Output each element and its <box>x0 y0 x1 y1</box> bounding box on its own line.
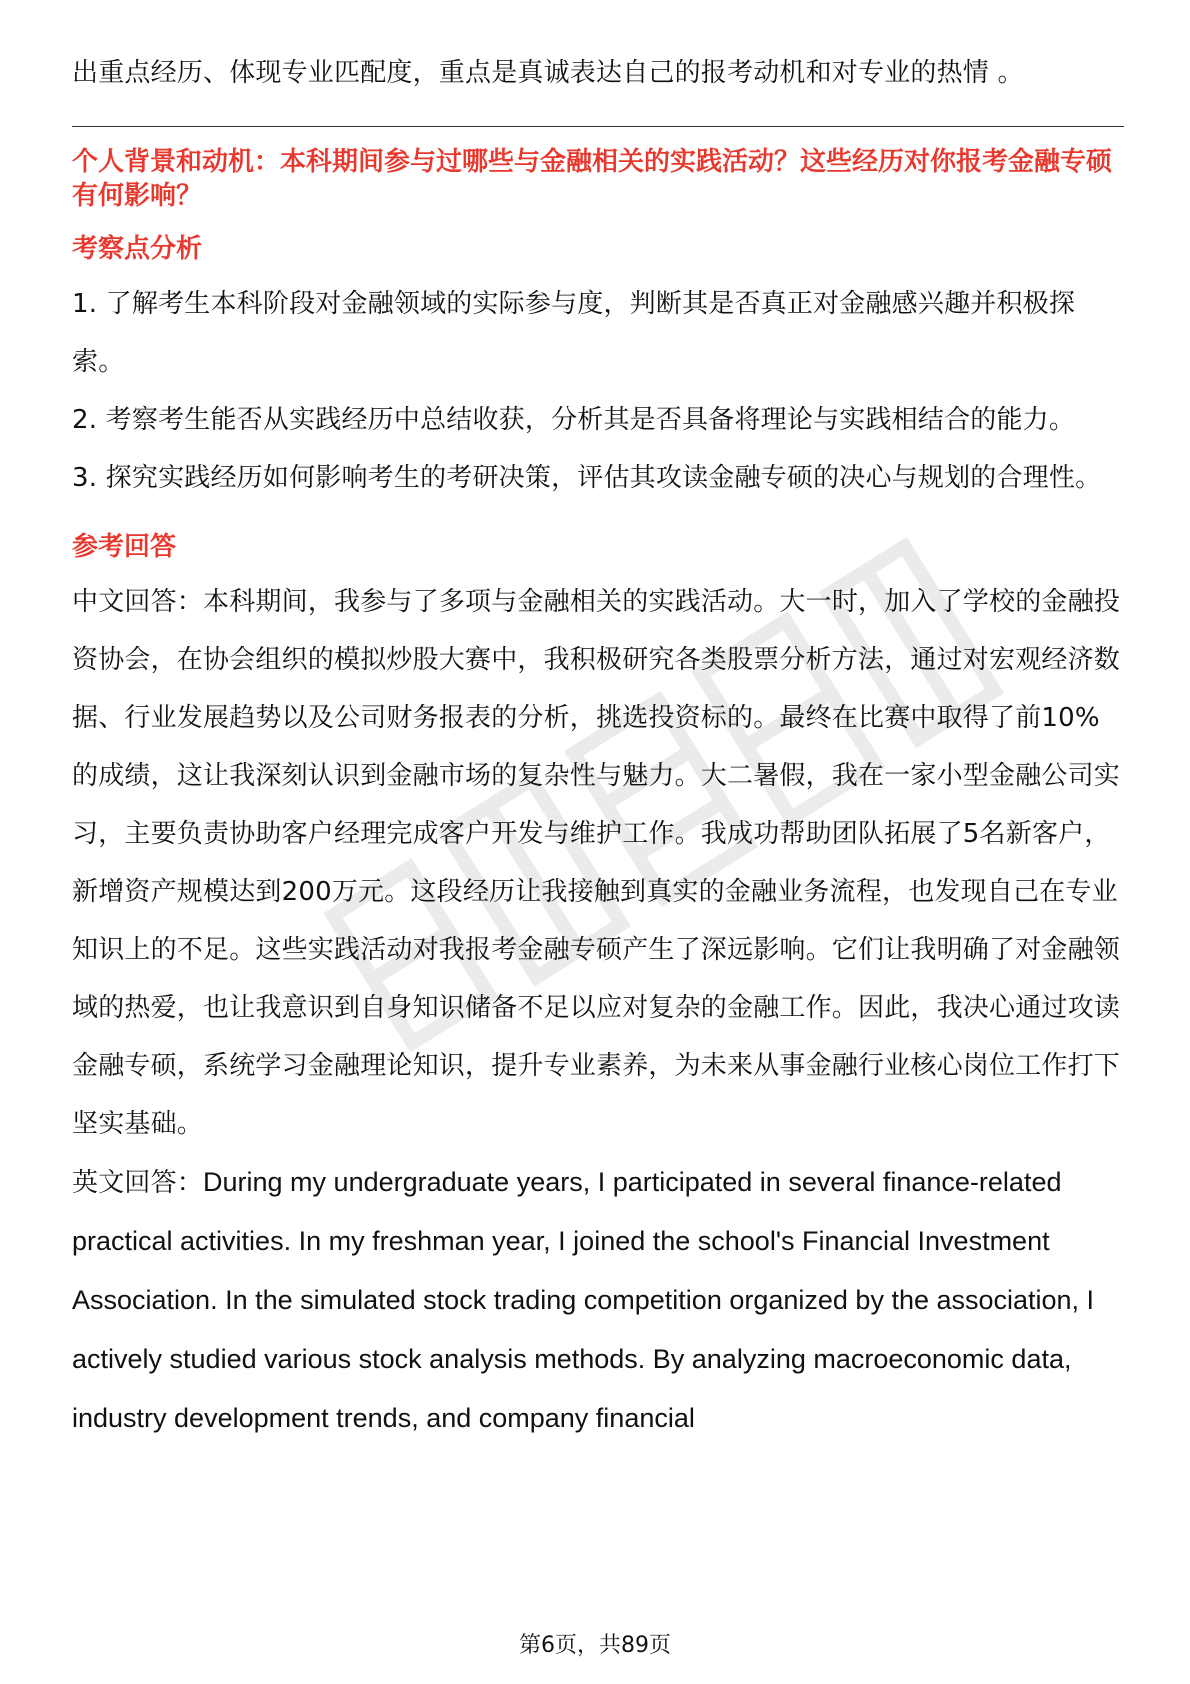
page-content <box>72 44 1124 1448</box>
chinese-answer <box>72 573 1124 1153</box>
page-number-footer: 第6页，共89页 <box>519 1633 671 1658</box>
reference-heading: 参考回答 <box>72 532 177 562</box>
english-answer-label: 英文回答： <box>72 1168 204 1198</box>
english-answer-text: During my undergraduate years, I participated in several finance-related practical activities. In my freshman year, I joined the school's Financial Investment Association. In the simulated stock trading competition organized by the association, I actively studied various stock analysis methods. By analyzing macroeconomic data, industry development trends, and company financial <box>72 1167 1095 1433</box>
analysis-heading: 考察点分析 <box>72 234 203 264</box>
chinese-answer-label: 中文回答： <box>72 587 204 617</box>
intro-line: 出重点经历、体现专业匹配度，重点是真诚表达自己的报考动机和对专业的热情 。 <box>72 58 1024 88</box>
chinese-answer-text: 本科期间，我参与了多项与金融相关的实践活动。大一时，加入了学校的金融投资协会，在协会组织的模拟炒股大赛中，我积极研究各类股票分析方法，通过对宏观经济数据、行业发展趋势以及公司财务报表的分析，挑选投资标的。最终在比赛中取得了前10%的成绩，这让我深刻认识到金融市场的复杂性与魅力。大二暑假，我在一家小型金融公司实习，主要负责协助客户经理完成客户开发与维护工作。我成功帮助团队拓展了5名新客户，新增资产规模达到200万元。这段经历让我接触到真实的金融业务流程，也发现自己在专业知识上的不足。这些实践活动对我报考金融专硕产生了深远影响。它们让我明确了对金融领域的热爱，也让我意识到自身知识储备不足以应对复杂的金融工作。因此，我决心通过攻读金融专硕，系统学习金融理论知识，提升专业素养，为未来从事金融行业核心岗位工作打下坚实基础。 <box>72 587 1121 1139</box>
english-answer <box>72 1153 1124 1448</box>
section-divider <box>72 126 1124 127</box>
analysis-item-1: 1. 了解考生本科阶段对金融领域的实际参与度，判断其是否真正对金融感兴趣并积极探索。 <box>72 289 1076 377</box>
analysis-item-3: 3. 探究实践经历如何影响考生的考研决策，评估其攻读金融专硕的决心与规划的合理性。 <box>72 463 1102 493</box>
analysis-list <box>72 275 1124 507</box>
interview-question: 个人背景和动机：本科期间参与过哪些与金融相关的实践活动？这些经历对你报考金融专硕有何影响？ <box>72 147 1113 211</box>
analysis-item-2: 2. 考察考生能否从实践经历中总结收获，分析其是否具备将理论与实践相结合的能力。 <box>72 405 1076 435</box>
